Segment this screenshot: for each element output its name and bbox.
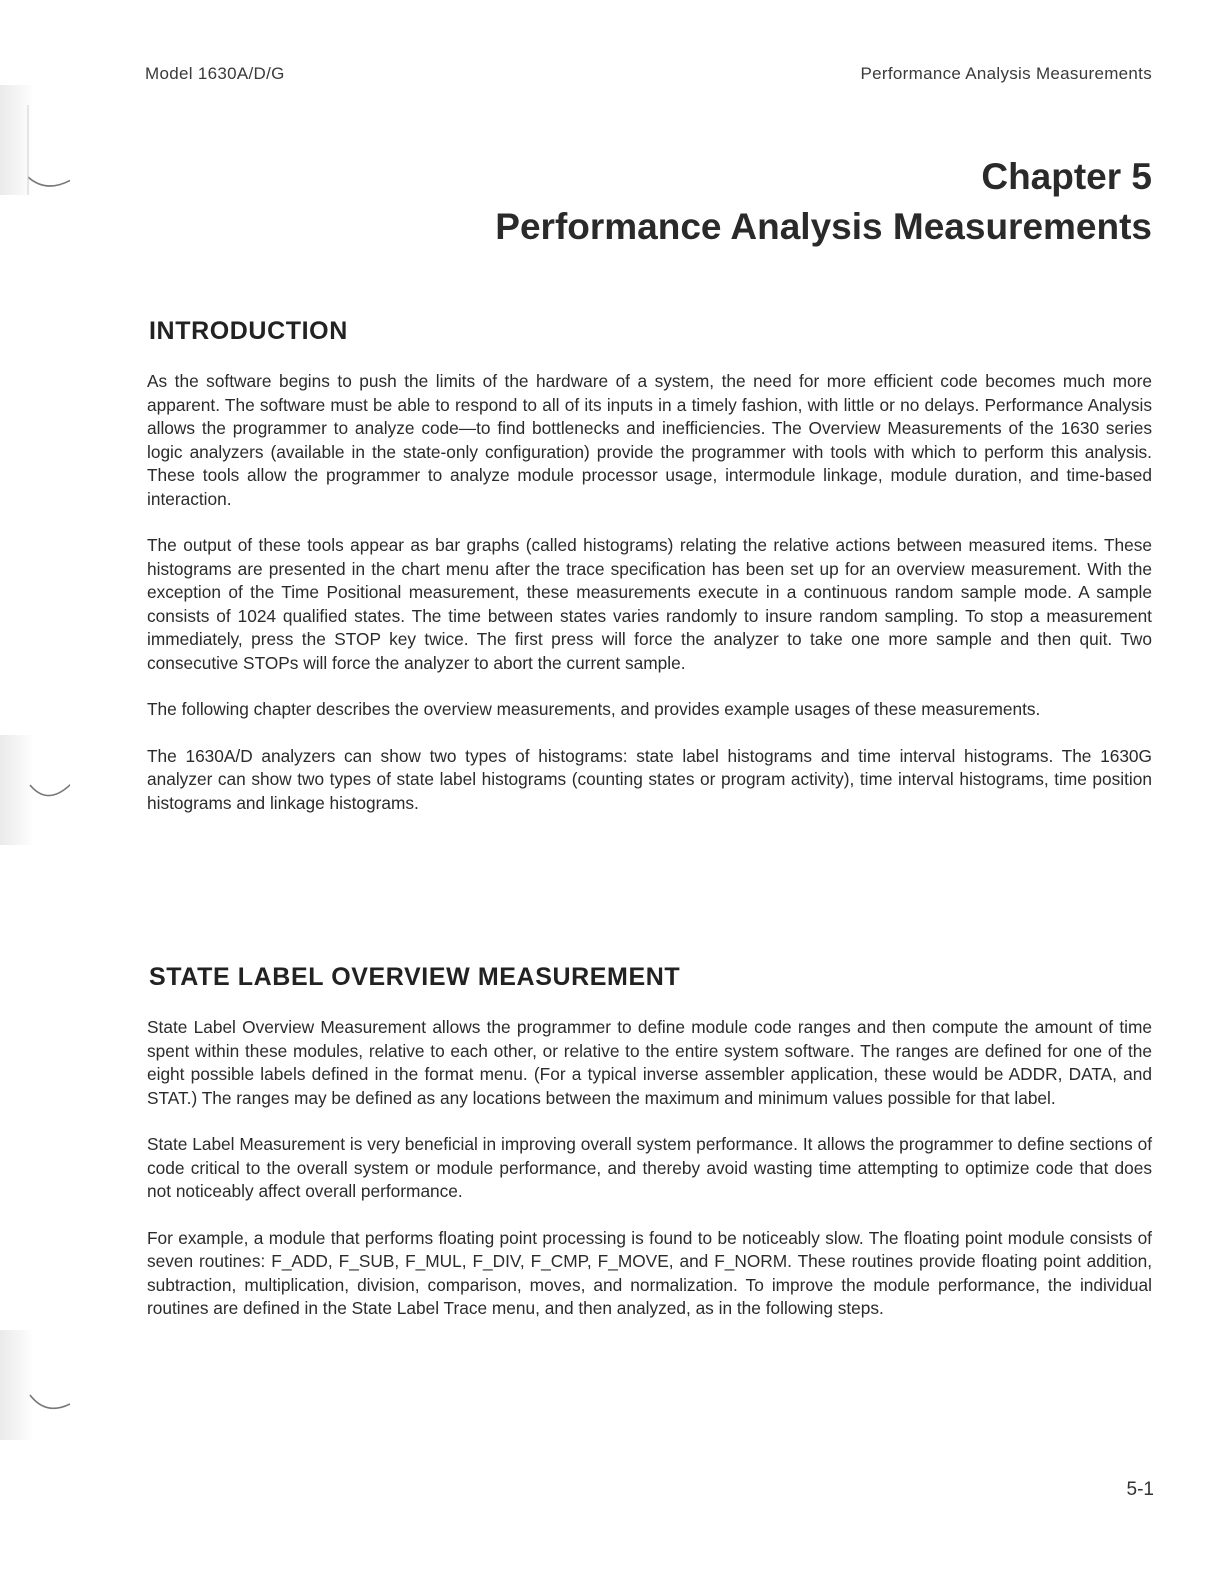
state-label-section — [147, 963, 1152, 1344]
page-number: 5-1 — [1126, 1479, 1154, 1500]
binder-hole-shadow — [0, 1330, 70, 1440]
running-head-model: Model 1630A/D/G — [145, 64, 285, 83]
introduction-section — [147, 317, 1152, 838]
chapter-number: Chapter 5 — [981, 156, 1152, 197]
paragraph: As the software begins to push the limits of the hardware of a system, the need for more efficient code becomes much more apparent. The software must be able to respond to all of its inputs in a timely fashion, with little or no delays. Performance Analysis allows the programmer to analyze code—to find bottlenecks and inefficiencies. The Overview Measurements of the 1630 series logic analyzers (available in the state-only configuration) provide the programmer with tools with which to perform this analysis. These tools allow the programmer to analyze module processor usage, intermodule linkage, module duration, and time-based interaction. — [147, 371, 1152, 509]
section-heading-state-label: STATE LABEL OVERVIEW MEASUREMENT — [149, 963, 681, 991]
paragraph: The following chapter describes the overview measurements, and provides example usages of these measurements. — [147, 699, 1041, 719]
chapter-title: Performance Analysis Measurements — [495, 206, 1152, 247]
chapter-heading — [495, 152, 1152, 252]
paragraph: The 1630A/D analyzers can show two types of histograms: state label histograms and time interval histograms. The 1630G analyzer can show two types of state label histograms (counting states or program activity), time interval histograms, time position histograms and linkage histograms. — [147, 745, 1152, 813]
paragraph: State Label Overview Measurement allows the programmer to define module code ranges and then compute the amount of time spent within these modules, relative to each other, or relative to the entire system software. The ranges are defined for one of the eight possible labels defined in the format menu. (For a typical inverse assembler application, these would be ADDR, DATA, and STAT.) The ranges may be defined as any locations between the maximum and minimum values possible for that label. — [147, 1017, 1152, 1108]
paragraph: For example, a module that performs floating point processing is found to be noticeably slow. The floating point module consists of seven routines: F_ADD, F_SUB, F_MUL, F_DIV, F_CMP, F_MOVE, and F_NORM. These routines provide floating point addition, subtraction, multiplication, division, comparison, moves, and normalization. To improve the module performance, the individual routines are defined in the State Label Trace menu, and then analyzed, as in the following steps. — [147, 1227, 1152, 1318]
binder-hole-shadow — [0, 85, 70, 195]
section-heading-introduction: INTRODUCTION — [149, 317, 348, 345]
binder-hole-shadow — [0, 735, 70, 845]
running-head-section: Performance Analysis Measurements — [860, 64, 1152, 83]
paragraph: The output of these tools appear as bar graphs (called histograms) relating the relative actions between measured items. These histograms are presented in the chart menu after the trace specification has been set up for an overview measurement. With the exception of the Time Positional measurement, these measurements execute in a continuous random sample mode. A sample consists of 1024 qualified states. The time between states varies randomly to insure random sampling. To stop a measurement immediately, press the STOP key twice. The first press will force the analyzer to take one more sample and then quit. Two consecutive STOPs will force the analyzer to abort the current sample. — [147, 535, 1152, 673]
paragraph: State Label Measurement is very beneficial in improving overall system performance. It allows the programmer to define sections of code critical to the overall system or module performance, and thereby avoid wasting time attempting to optimize code that does not noticeably affect overall performance. — [147, 1134, 1152, 1201]
